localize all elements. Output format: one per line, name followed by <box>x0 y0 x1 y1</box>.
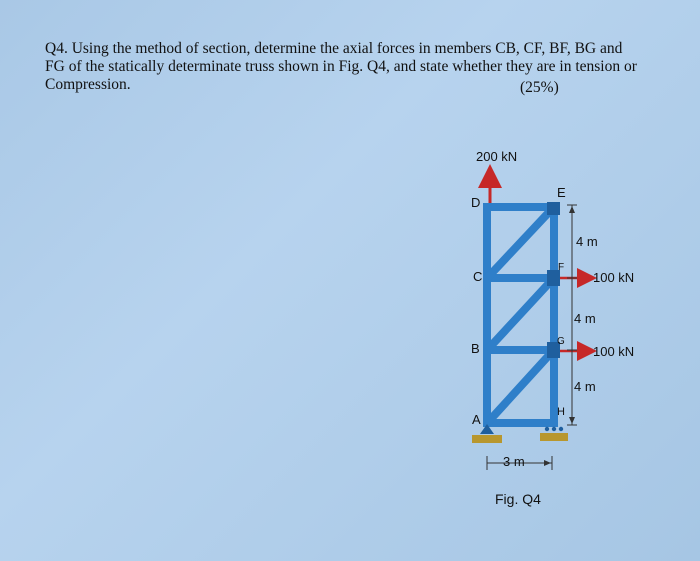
question-weight: (25%) <box>520 79 559 96</box>
question-line-1: Q4. Using the method of section, determine the axial forces in members CB, CF, BF, BG and <box>45 40 623 57</box>
node-label-G: G <box>557 336 565 347</box>
load-label-F: 100 kN <box>593 270 635 285</box>
load-label-G: 100 kN <box>593 344 635 359</box>
support-H <box>540 427 568 441</box>
load-label-top: 200 kN <box>476 149 518 164</box>
node-label-C: C <box>473 269 483 284</box>
dimension-label-width: 3 m <box>503 454 525 469</box>
dimension-label-1: 4 m <box>576 234 598 249</box>
question-line-3: Compression. <box>45 76 131 93</box>
figure-caption: Fig. Q4 <box>495 491 541 507</box>
member-BF <box>490 281 551 347</box>
dimension-label-2: 4 m <box>574 311 596 326</box>
question-line-2: FG of the statically determinate truss shown in Fig. Q4, and state whether they are in tension or <box>45 58 637 75</box>
gusset-E <box>547 202 560 215</box>
member-AG <box>490 353 551 420</box>
member-CE <box>490 210 551 275</box>
node-label-H: H <box>557 406 565 418</box>
node-label-A: A <box>472 412 481 427</box>
dimension-label-3: 4 m <box>574 379 596 394</box>
node-label-D: D <box>471 195 481 210</box>
truss-members <box>487 207 554 423</box>
node-label-F: F <box>558 262 565 273</box>
node-label-B: B <box>471 341 480 356</box>
node-label-E: E <box>557 185 566 200</box>
